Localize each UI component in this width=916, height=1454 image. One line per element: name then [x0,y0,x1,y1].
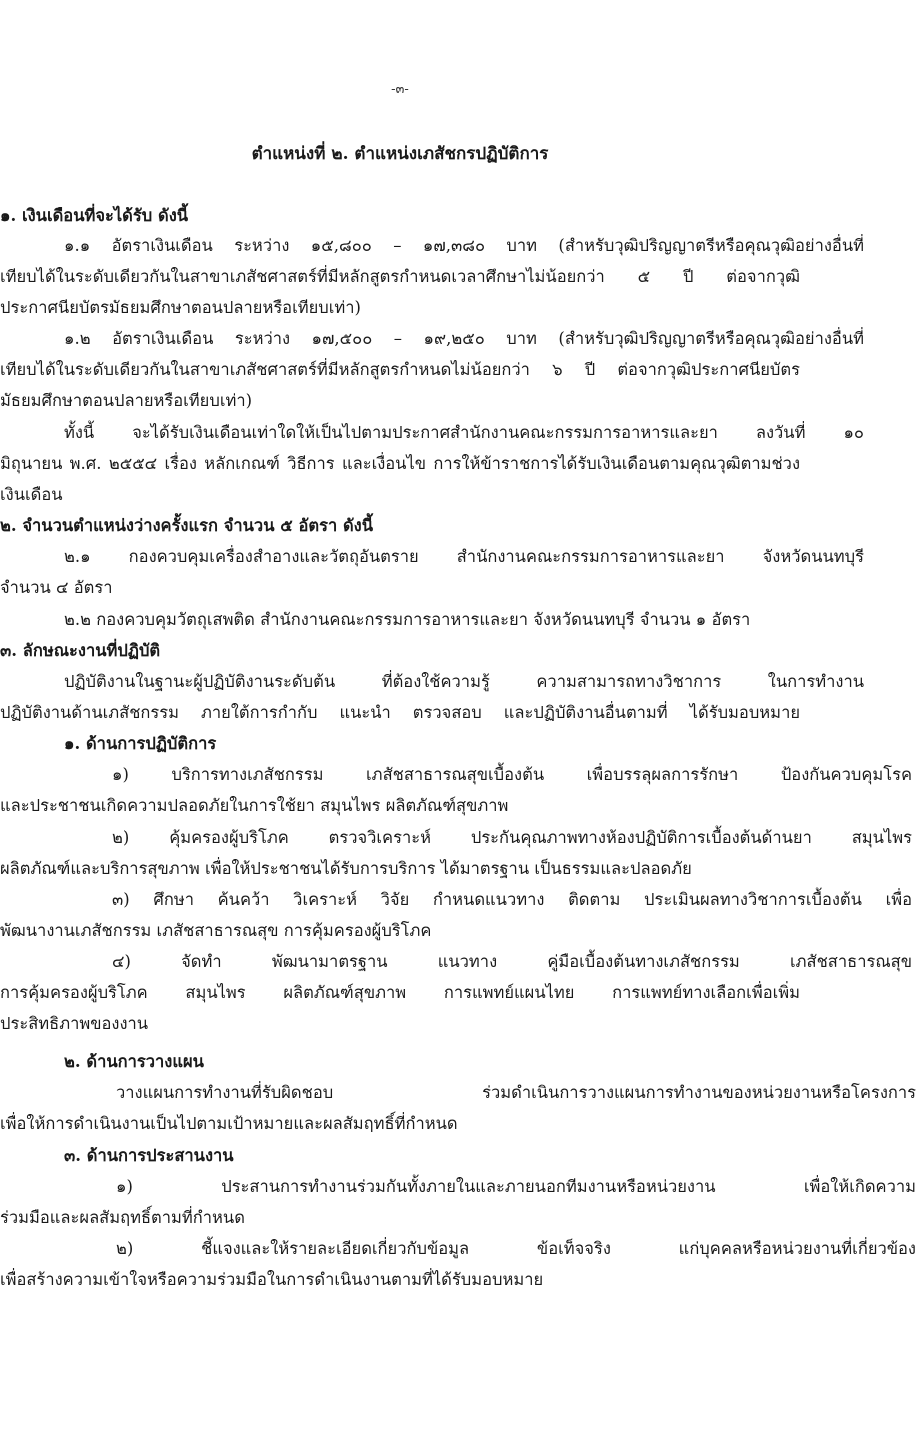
paragraph-line: เทียบได้ในระดับเดียวกันในสาขาเภสัชศาสตร์ที่มีหลักสูตรกำหนดไม่น้อยกว่า ๖ ปี ต่อจากวุฒิประกาศนียบัตร [0,360,800,379]
paragraph-line: ผลิตภัณฑ์และบริการสุขภาพ เพื่อให้ประชาชนได้รับการบริการ ได้มาตรฐาน เป็นธรรมและปลอดภัย [0,859,692,878]
paragraph-line: และประชาชนเกิดความปลอดภัยในการใช้ยา สมุนไพร ผลิตภัณฑ์สุขภาพ [0,796,509,815]
paragraph-line: ประกาศนียบัตรมัธยมศึกษาตอนปลายหรือเทียบเท่า) [0,298,361,317]
paragraph-line: การคุ้มครองผู้บริโภค สมุนไพร ผลิตภัณฑ์สุขภาพ การแพทย์แผนไทย การแพทย์ทางเลือกเพื่อเพิ่ม [0,983,800,1002]
paragraph-line: ๒.๒ กองควบคุมวัตถุเสพติด สำนักงานคณะกรรมการอาหารและยา จังหวัดนนทบุรี จำนวน ๑ อัตรา [64,610,751,629]
section-heading-salary: ๑. เงินเดือนที่จะได้รับ ดังนี้ [0,206,189,225]
paragraph-line: ปฏิบัติงานในฐานะผู้ปฏิบัติงานระดับต้น ที่ต้องใช้ความรู้ ความสามารถทางวิชาการ ในการทำงาน [64,672,864,691]
paragraph-line: เพื่อให้การดำเนินงานเป็นไปตามเป้าหมายและผลสัมฤทธิ์ที่กำหนด [0,1114,458,1133]
paragraph-line: ๓) ศึกษา ค้นคว้า วิเคราะห์ วิจัย กำหนดแนวทาง ติดตาม ประเมินผลทางวิชาการเบื้องต้น เพื่อ [112,890,912,909]
paragraph-line: พัฒนางานเภสัชกรรม เภสัชสาธารณสุข การคุ้มครองผู้บริโภค [0,921,432,940]
paragraph-line: มัธยมศึกษาตอนปลายหรือเทียบเท่า) [0,391,253,410]
subsection-heading-planning: ๒. ด้านการวางแผน [64,1052,204,1071]
paragraph-line: เทียบได้ในระดับเดียวกันในสาขาเภสัชศาสตร์ที่มีหลักสูตรกำหนดเวลาศึกษาไม่น้อยกว่า ๕ ปี ต่อจากวุฒิ [0,267,800,286]
subsection-heading-coordination: ๓. ด้านการประสานงาน [64,1146,234,1165]
paragraph-line: เงินเดือน [0,485,63,504]
paragraph-line: เพื่อสร้างความเข้าใจหรือความร่วมมือในการดำเนินงานตามที่ได้รับมอบหมาย [0,1270,544,1289]
paragraph-line: ร่วมมือและผลสัมฤทธิ์ตามที่กำหนด [0,1208,245,1227]
paragraph-line: จำนวน ๔ อัตรา [0,578,113,597]
paragraph-line: วางแผนการทำงานที่รับผิดชอบ ร่วมดำเนินการวางแผนการทำงานของหน่วยงานหรือโครงการ [116,1083,916,1102]
paragraph-line: ๒) คุ้มครองผู้บริโภค ตรวจวิเคราะห์ ประกันคุณภาพทางห้องปฏิบัติการเบื้องต้นด้านยา สมุนไพร [112,828,912,847]
section-heading-vacancies: ๒. จำนวนตำแหน่งว่างครั้งแรก จำนวน ๕ อัตรา ดังนี้ [0,516,374,535]
paragraph-line: ประสิทธิภาพของงาน [0,1014,149,1033]
paragraph-line: ๑.๑ อัตราเงินเดือน ระหว่าง ๑๕,๘๐๐ – ๑๗,๓๘๐ บาท (สำหรับวุฒิปริญญาตรีหรือคุณวุฒิอย่างอื่นที่ [64,236,864,255]
subsection-heading-operations: ๑. ด้านการปฏิบัติการ [64,734,217,753]
paragraph-line: ๑) ประสานการทำงานร่วมกันทั้งภายในและภายนอกทีมงานหรือหน่วยงาน เพื่อให้เกิดความ [116,1177,916,1196]
paragraph-line: ๑) บริการทางเภสัชกรรม เภสัชสาธารณสุขเบื้องต้น เพื่อบรรลุผลการรักษา ป้องกันควบคุมโรค [112,765,912,784]
paragraph-line: ๒) ชี้แจงและให้รายละเอียดเกี่ยวกับข้อมูล ข้อเท็จจริง แก่บุคคลหรือหน่วยงานที่เกี่ยวข้อง [116,1239,916,1258]
section-heading-duties: ๓. ลักษณะงานที่ปฏิบัติ [0,641,161,660]
paragraph-line: ๔) จัดทำ พัฒนามาตรฐาน แนวทาง คู่มือเบื้องต้นทางเภสัชกรรม เภสัชสาธารณสุข [112,952,912,971]
page-number: -๓- [391,82,409,97]
paragraph-line: มิถุนายน พ.ศ. ๒๕๕๔ เรื่อง หลักเกณฑ์ วิธีการ และเงื่อนไข การให้ข้าราชการได้รับเงินเดือนตามคุณวุฒิตามช่วง [0,454,800,473]
paragraph-line: ๒.๑ กองควบคุมเครื่องสำอางและวัตถุอันตราย สำนักงานคณะกรรมการอาหารและยา จังหวัดนนทบุรี [64,547,864,566]
page-title: ตำแหน่งที่ ๒. ตำแหน่งเภสัชกรปฏิบัติการ [251,144,549,164]
paragraph-line: ทั้งนี้ จะได้รับเงินเดือนเท่าใดให้เป็นไปตามประกาศสำนักงานคณะกรรมการอาหารและยา ลงวันที่ ๑๐ [64,423,864,442]
paragraph-line: ๑.๒ อัตราเงินเดือน ระหว่าง ๑๗,๕๐๐ – ๑๙,๒๕๐ บาท (สำหรับวุฒิปริญญาตรีหรือคุณวุฒิอย่างอื่นที่ [64,329,864,348]
paragraph-line: ปฏิบัติงานด้านเภสัชกรรม ภายใต้การกำกับ แนะนำ ตรวจสอบ และปฏิบัติงานอื่นตามที่ ได้รับมอบหมาย [0,703,800,722]
